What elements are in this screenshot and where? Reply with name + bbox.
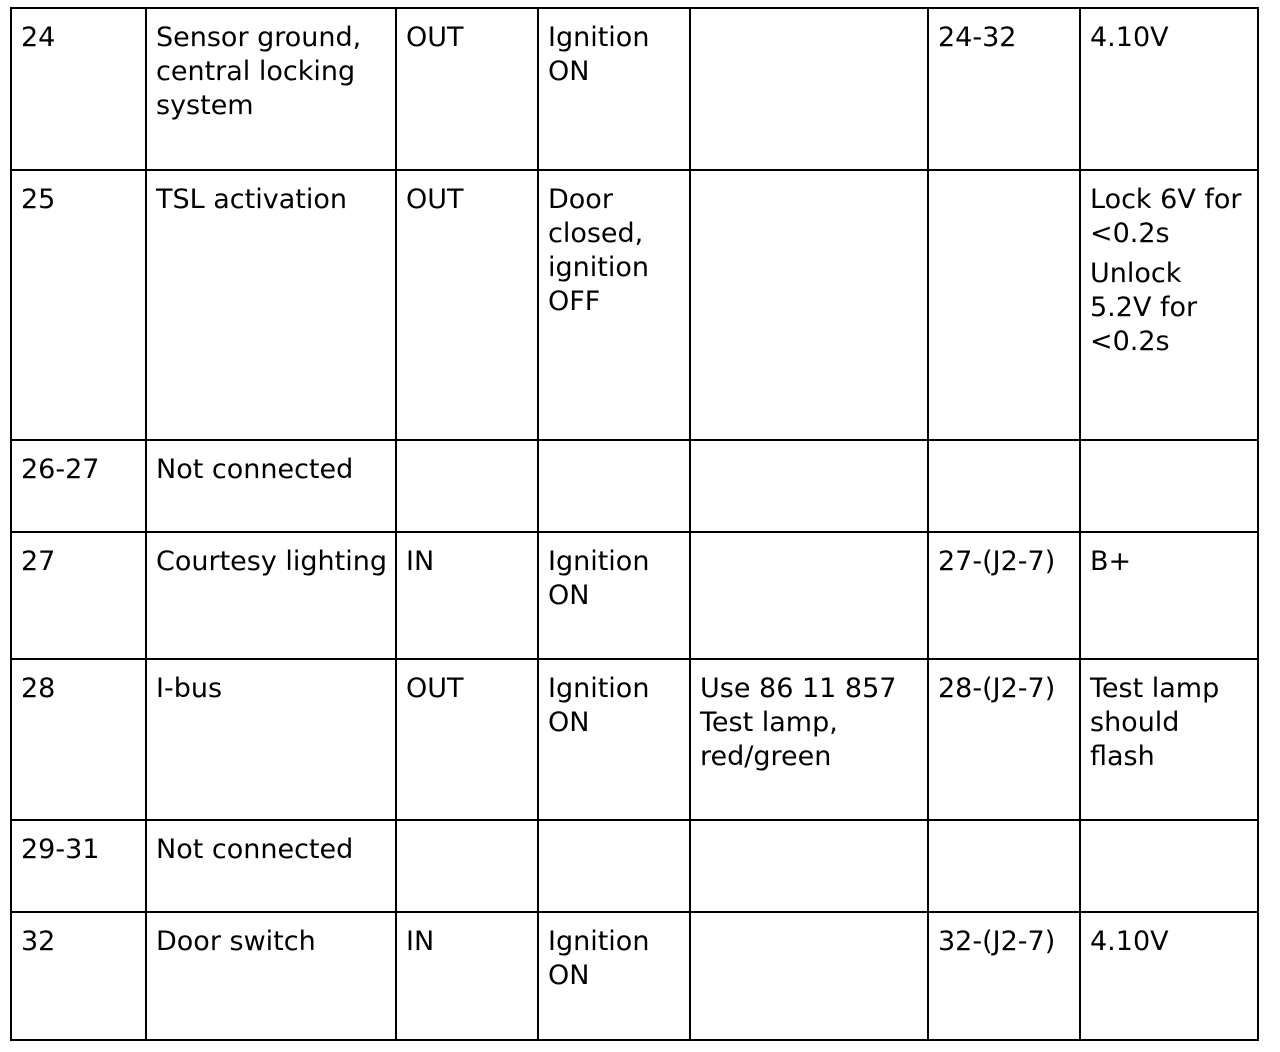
direction-cell: OUT [396, 170, 538, 440]
value-cell: Test lamp should flash [1080, 659, 1258, 820]
condition-cell: Door closed, ignition OFF [538, 170, 690, 440]
description-cell: Sensor ground, central locking system [146, 8, 396, 170]
condition-cell: Ignition ON [538, 912, 690, 1040]
direction-cell: OUT [396, 8, 538, 170]
condition-cell: Ignition ON [538, 8, 690, 170]
table-row [11, 659, 1258, 820]
measure-cell [928, 820, 1080, 912]
measure-cell [928, 440, 1080, 532]
notes-cell [690, 170, 928, 440]
value-cell: 4.10V [1080, 8, 1258, 170]
table-row [11, 440, 1258, 532]
notes-cell [690, 820, 928, 912]
notes-cell [690, 440, 928, 532]
table-row [11, 912, 1258, 1040]
table-row [11, 8, 1258, 170]
unlock-value: Unlock 5.2V for <0.2s [1090, 258, 1198, 357]
description-cell: TSL activation [146, 170, 396, 440]
pin-cell: 27 [11, 532, 146, 659]
lock-value: Lock 6V for <0.2s [1090, 184, 1242, 249]
pin-table [10, 7, 1259, 1041]
notes-cell [690, 912, 928, 1040]
value-cell [1080, 440, 1258, 532]
pin-cell: 25 [11, 170, 146, 440]
condition-cell [538, 820, 690, 912]
pin-cell: 26-27 [11, 440, 146, 532]
pin-cell: 32 [11, 912, 146, 1040]
condition-cell: Ignition ON [538, 532, 690, 659]
notes-cell [690, 532, 928, 659]
measure-cell: 32-(J2-7) [928, 912, 1080, 1040]
measure-cell: 28-(J2-7) [928, 659, 1080, 820]
notes-cell: Use 86 11 857 Test lamp, red/green [690, 659, 928, 820]
description-cell: Not connected [146, 440, 396, 532]
direction-cell: IN [396, 912, 538, 1040]
value-cell [1080, 820, 1258, 912]
direction-cell: IN [396, 532, 538, 659]
value-cell [1080, 170, 1258, 440]
pin-cell: 28 [11, 659, 146, 820]
value-cell: 4.10V [1080, 912, 1258, 1040]
description-cell: Door switch [146, 912, 396, 1040]
condition-cell: Ignition ON [538, 659, 690, 820]
description-cell: Not connected [146, 820, 396, 912]
condition-cell [538, 440, 690, 532]
pin-cell: 24 [11, 8, 146, 170]
direction-cell [396, 820, 538, 912]
value-cell: B+ [1080, 532, 1258, 659]
measure-cell [928, 170, 1080, 440]
measure-cell: 24-32 [928, 8, 1080, 170]
pin-cell: 29-31 [11, 820, 146, 912]
table-row [11, 170, 1258, 440]
measure-cell: 27-(J2-7) [928, 532, 1080, 659]
notes-cell [690, 8, 928, 170]
description-cell: Courtesy lighting [146, 532, 396, 659]
table-row [11, 532, 1258, 659]
description-cell: I-bus [146, 659, 396, 820]
direction-cell: OUT [396, 659, 538, 820]
direction-cell [396, 440, 538, 532]
table-row [11, 820, 1258, 912]
